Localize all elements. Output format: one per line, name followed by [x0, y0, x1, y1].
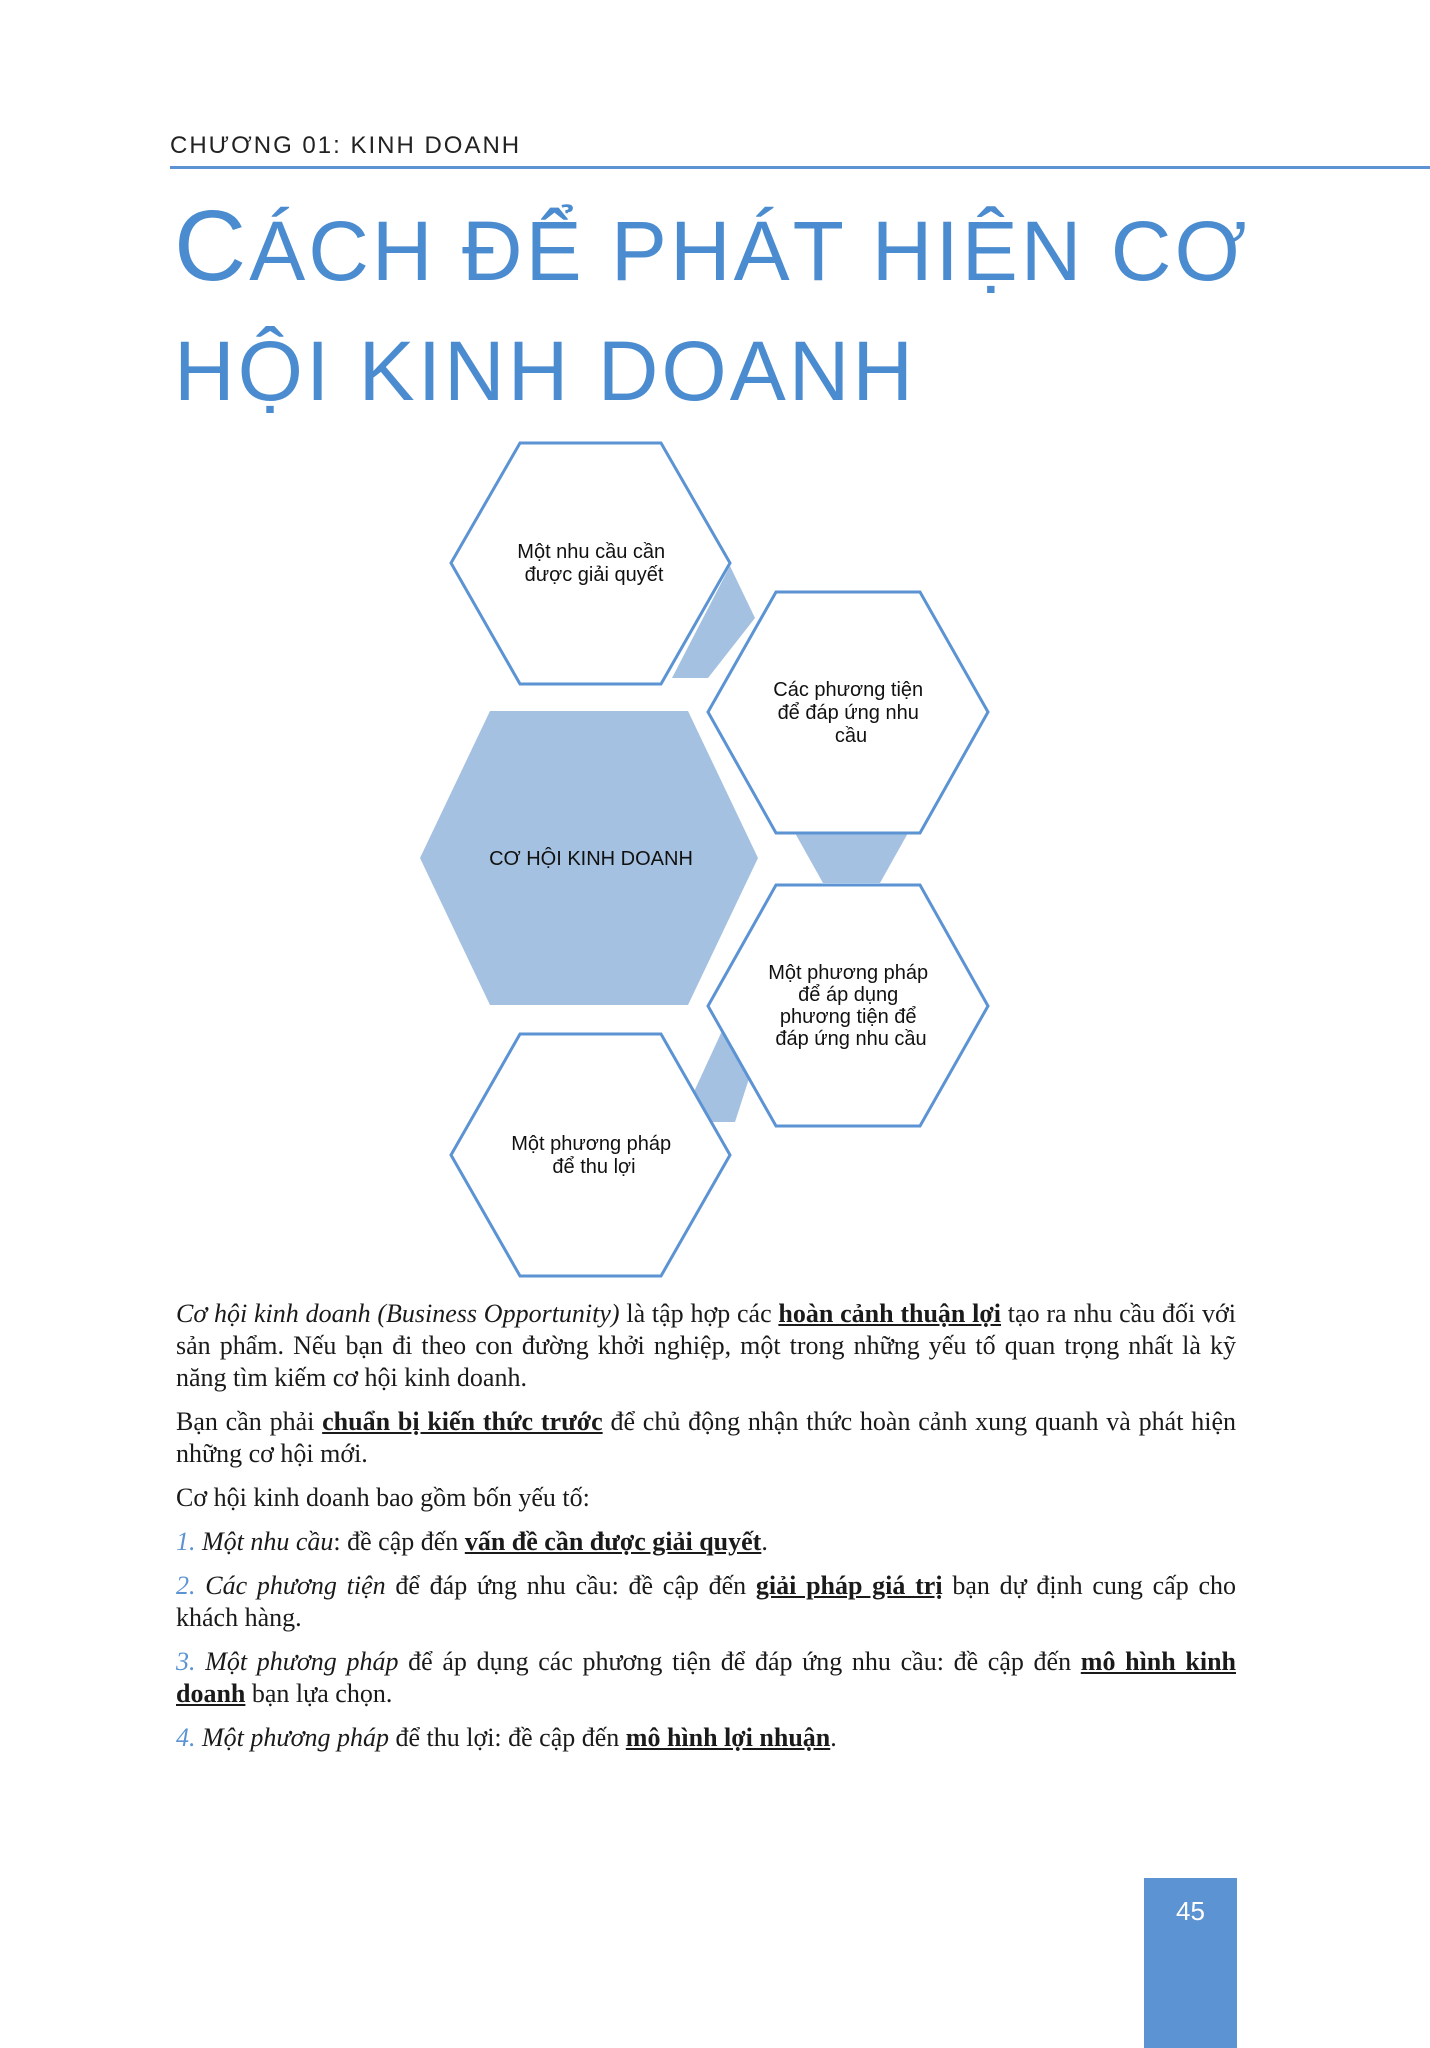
hexagon-means-label: Các phương tiện để đáp ứng nhu cầu	[773, 679, 924, 747]
title-line2: HỘI KINH DOANH	[174, 324, 917, 418]
paragraph-intro-list: Cơ hội kinh doanh bao gồm bốn yếu tố:	[176, 1483, 590, 1512]
body-text	[176, 1298, 1236, 1766]
hexagon-profit-label: Một phương pháp để thu lợi	[511, 1133, 672, 1178]
hexagon-profit	[451, 1034, 730, 1276]
chapter-header: CHƯƠNG 01: KINH DOANH	[170, 132, 522, 159]
paragraph-prepare: Bạn cần phải chuẩn bị kiến thức trước để chủ động nhận thức hoàn cảnh xung quanh và phát hiện những cơ hội mới.	[176, 1407, 1236, 1468]
list-item: 4. Một phương pháp để thu lợi: đề cập đến mô hình lợi nhuận.	[176, 1723, 837, 1752]
list-item: 2. Các phương tiện để đáp ứng nhu cầu: đề cập đến giải pháp giá trị bạn dự định cung cấp cho khách hàng.	[176, 1571, 1236, 1632]
page-number: 45	[1176, 1896, 1205, 1926]
connector-2-3	[795, 833, 908, 883]
center-hexagon-label: CƠ HỘI KINH DOANH	[489, 848, 693, 870]
title-first-letter: C	[174, 190, 250, 302]
list-item: 1. Một nhu cầu: đề cập đến vấn đề cần được giải quyết.	[176, 1527, 768, 1556]
hexagon-need-label: Một nhu cầu cần được giải quyết	[517, 541, 666, 586]
page-number-tab	[1144, 1878, 1237, 2048]
hexagon-method-apply-label: Một phương pháp để áp dụng phương tiện để đáp ứng nhu cầu	[768, 962, 929, 1050]
title-line1-rest: ÁCH ĐỂ PHÁT HIỆN CƠ	[249, 204, 1250, 298]
paragraph-definition: Cơ hội kinh doanh (Business Opportunity) là tập hợp các hoàn cảnh thuận lợi tạo ra nhu cầu đối với sản phẩm. Nếu bạn đi theo con đường khởi nghiệp, một trong những yếu tố quan trọng nhất là kỹ năng tìm kiếm cơ hội kinh doanh.	[176, 1299, 1236, 1392]
list-item: 3. Một phương pháp để áp dụng các phương tiện để đáp ứng nhu cầu: đề cập đến mô hình kinh doanh bạn lựa chọn.	[176, 1647, 1236, 1708]
